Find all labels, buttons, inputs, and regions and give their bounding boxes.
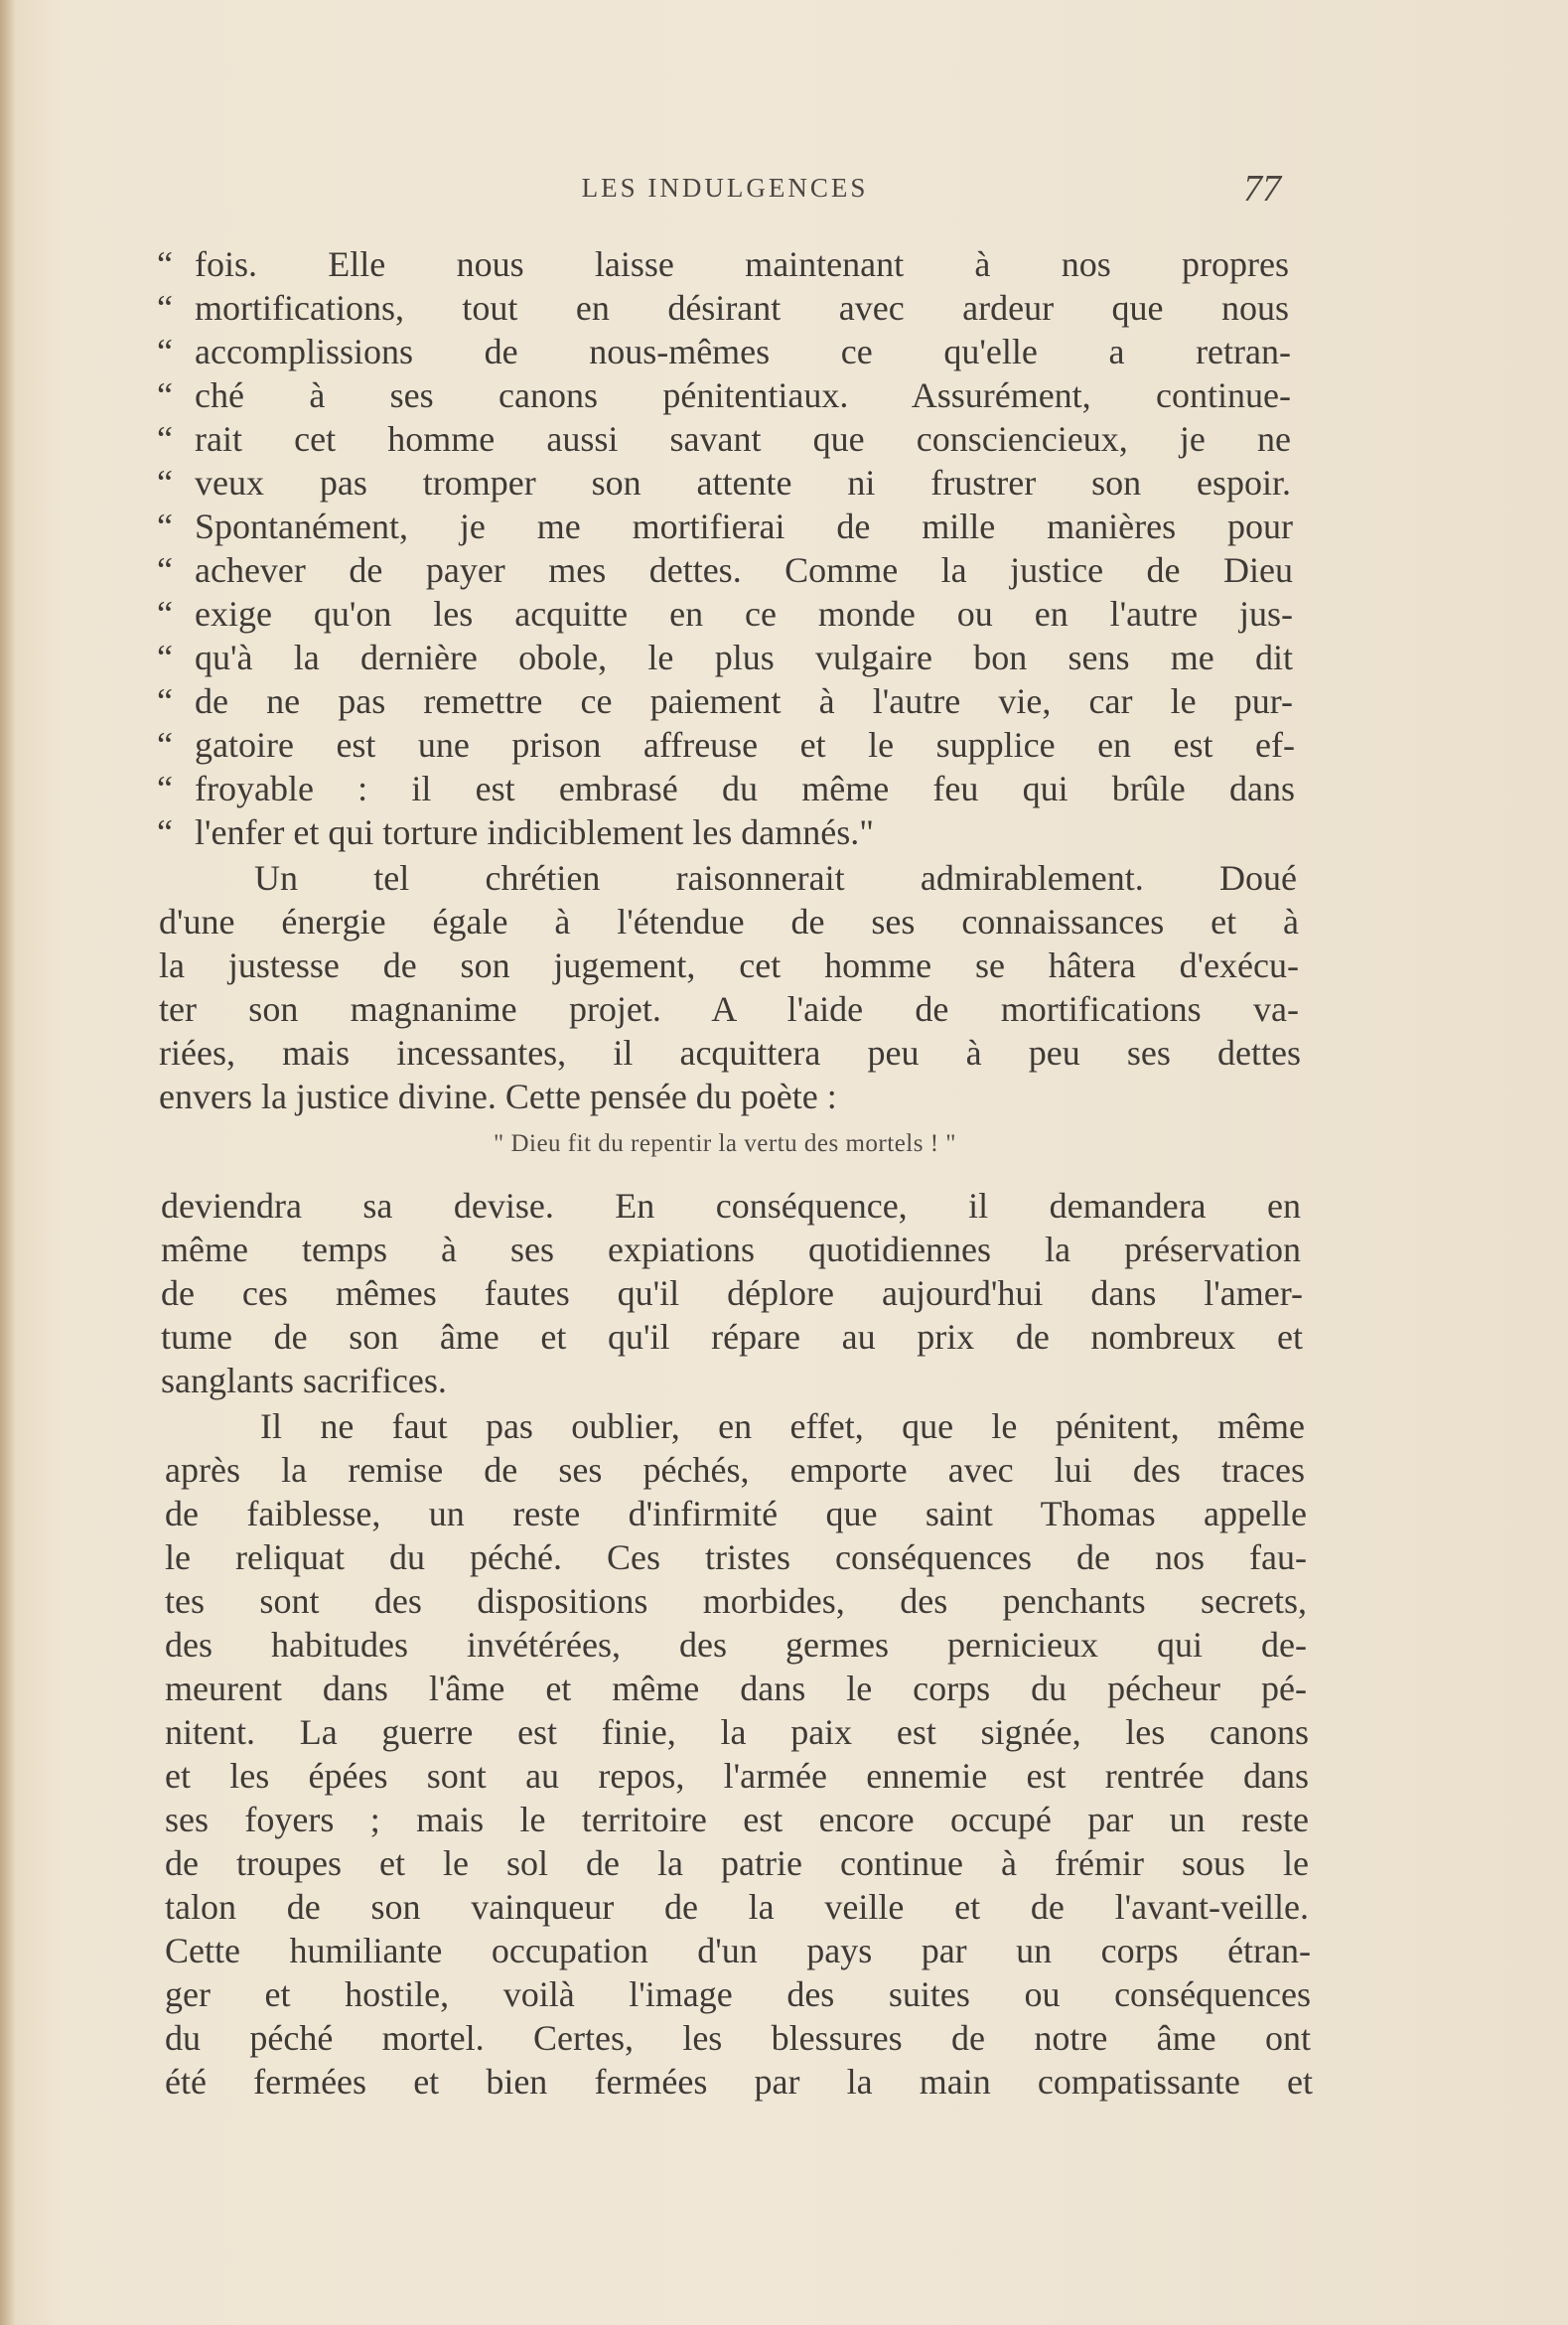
quote-mark: “ bbox=[157, 375, 173, 415]
quote-mark: “ bbox=[157, 550, 173, 590]
quote-mark: “ bbox=[157, 463, 173, 503]
text-line: ter son magnanime projet. A l'aide de mortifications va- bbox=[159, 989, 1299, 1029]
page-spine-shadow bbox=[0, 0, 14, 2325]
quote-mark: “ bbox=[157, 419, 173, 459]
text-line: des habitudes invétérées, des germes pernicieux qui de- bbox=[165, 1625, 1307, 1665]
text-line: été fermées et bien fermées par la main compatissante et bbox=[165, 2062, 1313, 2102]
text-line: ger et hostile, voilà l'image des suites ou conséquences bbox=[165, 1974, 1311, 2014]
text-line: ses foyers ; mais le territoire est encore occupé par un reste bbox=[165, 1800, 1309, 1839]
text-line: de troupes et le sol de la patrie continue à frémir sous le bbox=[165, 1843, 1309, 1883]
text-line: nitent. La guerre est finie, la paix est signée, les canons bbox=[165, 1712, 1309, 1752]
text-line: “ achever de payer mes dettes. Comme la justice de Dieu bbox=[157, 550, 1293, 590]
page-header bbox=[159, 167, 1291, 211]
text-line: après la remise de ses péchés, emporte avec lui des traces bbox=[165, 1450, 1305, 1490]
text-line: d'une énergie égale à l'étendue de ses connaissances et à bbox=[159, 902, 1299, 942]
text-line: Un tel chrétien raisonnerait admirablement. Doué bbox=[254, 858, 1297, 898]
text-line: Il ne faut pas oublier, en effet, que le pénitent, même bbox=[260, 1406, 1305, 1446]
quote-mark: “ bbox=[157, 244, 173, 284]
text-line: Cette humiliante occupation d'un pays par un corps étran- bbox=[165, 1931, 1311, 1970]
text-line: “ Spontanément, je me mortifierai de mille manières pour bbox=[157, 507, 1293, 546]
text-line: “ veux pas tromper son attente ni frustrer son espoir. bbox=[157, 463, 1291, 503]
text-line: meurent dans l'âme et même dans le corps du pécheur pé- bbox=[165, 1669, 1307, 1708]
quote-mark: “ bbox=[157, 332, 173, 371]
epigraph-quote: " Dieu fit du repentir la vertu des mortels ! " bbox=[493, 1130, 956, 1157]
text-line: de ces mêmes fautes qu'il déplore aujourd'hui dans l'amer- bbox=[161, 1273, 1303, 1313]
text-line: la justesse de son jugement, cet homme se hâtera d'exécu- bbox=[159, 945, 1299, 985]
text-line: “ froyable : il est embrasé du même feu qui brûle dans bbox=[157, 769, 1295, 808]
quote-mark: “ bbox=[157, 594, 173, 634]
text-line: envers la justice divine. Cette pensée du poète : bbox=[159, 1077, 837, 1116]
text-line: et les épées sont au repos, l'armée ennemie est rentrée dans bbox=[165, 1756, 1309, 1796]
text-line: même temps à ses expiations quotidiennes la préservation bbox=[161, 1230, 1301, 1269]
text-line: “ exige qu'on les acquitte en ce monde ou en l'autre jus- bbox=[157, 594, 1293, 634]
text-line: “ qu'à la dernière obole, le plus vulgaire bon sens me dit bbox=[157, 638, 1293, 677]
quote-mark: “ bbox=[157, 725, 173, 765]
quote-mark: “ bbox=[157, 812, 173, 852]
quote-mark: “ bbox=[157, 638, 173, 677]
text-line: “ accomplissions de nous-mêmes ce qu'elle a retran- bbox=[157, 332, 1291, 371]
quote-mark: “ bbox=[157, 288, 173, 328]
text-line: tes sont des dispositions morbides, des penchants secrets, bbox=[165, 1581, 1307, 1621]
text-line: deviendra sa devise. En conséquence, il demandera en bbox=[161, 1186, 1301, 1226]
text-line: du péché mortel. Certes, les blessures de notre âme ont bbox=[165, 2018, 1311, 2058]
text-line: riées, mais incessantes, il acquittera peu à peu ses dettes bbox=[159, 1033, 1301, 1073]
text-line: “ fois. Elle nous laisse maintenant à nos propres bbox=[157, 244, 1289, 284]
text-line: tume de son âme et qu'il répare au prix de nombreux et bbox=[161, 1317, 1303, 1357]
text-line: “ rait cet homme aussi savant que consciencieux, je ne bbox=[157, 419, 1291, 459]
text-line: “ de ne pas remettre ce paiement à l'autre vie, car le pur- bbox=[157, 681, 1293, 721]
text-line: “ gatoire est une prison affreuse et le supplice en est ef- bbox=[157, 725, 1295, 765]
quote-mark: “ bbox=[157, 681, 173, 721]
text-line: “ ché à ses canons pénitentiaux. Assurément, continue- bbox=[157, 375, 1291, 415]
text-line: le reliquat du péché. Ces tristes conséquences de nos fau- bbox=[165, 1537, 1307, 1577]
text-line: talon de son vainqueur de la veille et de l'avant-veille. bbox=[165, 1887, 1309, 1927]
running-head: LES INDULGENCES bbox=[581, 173, 869, 203]
text-line: de faiblesse, un reste d'infirmité que saint Thomas appelle bbox=[165, 1494, 1307, 1533]
text-line: “ mortifications, tout en désirant avec ardeur que nous bbox=[157, 288, 1289, 328]
text-line: sanglants sacrifices. bbox=[161, 1361, 447, 1400]
quote-mark: “ bbox=[157, 507, 173, 546]
page-number: 77 bbox=[1243, 168, 1281, 210]
quote-mark: “ bbox=[157, 769, 173, 808]
text-line: “ l'enfer et qui torture indiciblement les damnés." bbox=[157, 812, 874, 852]
